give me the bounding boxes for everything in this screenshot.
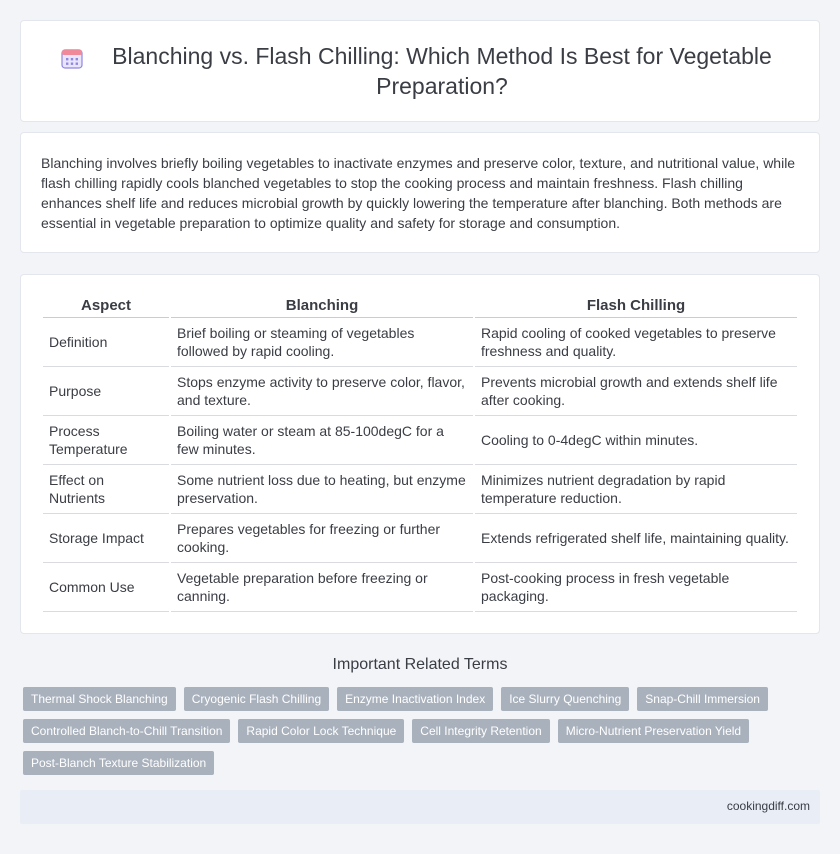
table-row <box>43 514 797 563</box>
comparison-table <box>41 296 799 612</box>
related-term-tag[interactable]: Cryogenic Flash Chilling <box>184 687 329 711</box>
cell-flash-chilling: Cooling to 0-4degC within minutes. <box>475 416 797 465</box>
related-term-tag[interactable]: Ice Slurry Quenching <box>501 687 629 711</box>
header-flash-chilling: Flash Chilling <box>475 296 797 318</box>
cell-blanching: Brief boiling or steaming of vegetables followed by rapid cooling. <box>171 318 473 367</box>
header-blanching: Blanching <box>171 296 473 318</box>
related-term-tag[interactable]: Cell Integrity Retention <box>412 719 549 743</box>
table-row <box>43 465 797 514</box>
cell-blanching: Some nutrient loss due to heating, but enzyme preservation. <box>171 465 473 514</box>
related-term-tag[interactable]: Post-Blanch Texture Stabilization <box>23 751 214 775</box>
table-row <box>43 367 797 416</box>
cell-aspect: Effect on Nutrients <box>43 465 169 514</box>
related-term-tag[interactable]: Rapid Color Lock Technique <box>238 719 404 743</box>
cell-blanching: Stops enzyme activity to preserve color, flavor, and texture. <box>171 367 473 416</box>
footer-site-link[interactable]: cookingdiff.com <box>726 799 810 813</box>
cell-aspect: Process Temperature <box>43 416 169 465</box>
cell-aspect: Definition <box>43 318 169 367</box>
related-term-tag[interactable]: Micro-Nutrient Preservation Yield <box>558 719 749 743</box>
cell-aspect: Purpose <box>43 367 169 416</box>
cell-flash-chilling: Minimizes nutrient degradation by rapid temperature reduction. <box>475 465 797 514</box>
cell-aspect: Storage Impact <box>43 514 169 563</box>
related-term-tag[interactable]: Controlled Blanch-to-Chill Transition <box>23 719 230 743</box>
cell-flash-chilling: Post-cooking process in fresh vegetable packaging. <box>475 563 797 612</box>
related-term-tag[interactable]: Enzyme Inactivation Index <box>337 687 493 711</box>
intro-card <box>20 132 820 253</box>
intro-paragraph: Blanching involves briefly boiling vegetables to inactivate enzymes and preserve color, texture, and nutritional value, while flash chilling rapidly cools blanched vegetables to stop the cooking process and maintain freshness. Flash chilling enhances shelf life and reduces microbial growth by quickly lowering the temperature after blanching. Both methods are essential in vegetable preparation to optimize quality and safety for storage and consumption. <box>41 155 796 231</box>
table-row <box>43 318 797 367</box>
table-row <box>43 416 797 465</box>
related-term-tag[interactable]: Snap-Chill Immersion <box>637 687 768 711</box>
header-aspect: Aspect <box>43 296 169 318</box>
page-title: Blanching vs. Flash Chilling: Which Method Is Best for Vegetable Preparation? <box>112 43 772 99</box>
footer <box>20 790 820 824</box>
cell-flash-chilling: Extends refrigerated shelf life, maintaining quality. <box>475 514 797 563</box>
cell-blanching: Prepares vegetables for freezing or further cooking. <box>171 514 473 563</box>
cell-aspect: Common Use <box>43 563 169 612</box>
calendar-icon <box>61 47 83 69</box>
cell-blanching: Vegetable preparation before freezing or canning. <box>171 563 473 612</box>
comparison-card <box>20 274 820 634</box>
cell-blanching: Boiling water or steam at 85-100degC for a few minutes. <box>171 416 473 465</box>
cell-flash-chilling: Prevents microbial growth and extends shelf life after cooking. <box>475 367 797 416</box>
related-terms-list <box>23 687 783 775</box>
header-card <box>20 20 820 122</box>
table-row <box>43 563 797 612</box>
related-term-tag[interactable]: Thermal Shock Blanching <box>23 687 176 711</box>
table-header-row <box>43 296 797 318</box>
cell-flash-chilling: Rapid cooling of cooked vegetables to preserve freshness and quality. <box>475 318 797 367</box>
related-terms-title: Important Related Terms <box>332 656 508 673</box>
